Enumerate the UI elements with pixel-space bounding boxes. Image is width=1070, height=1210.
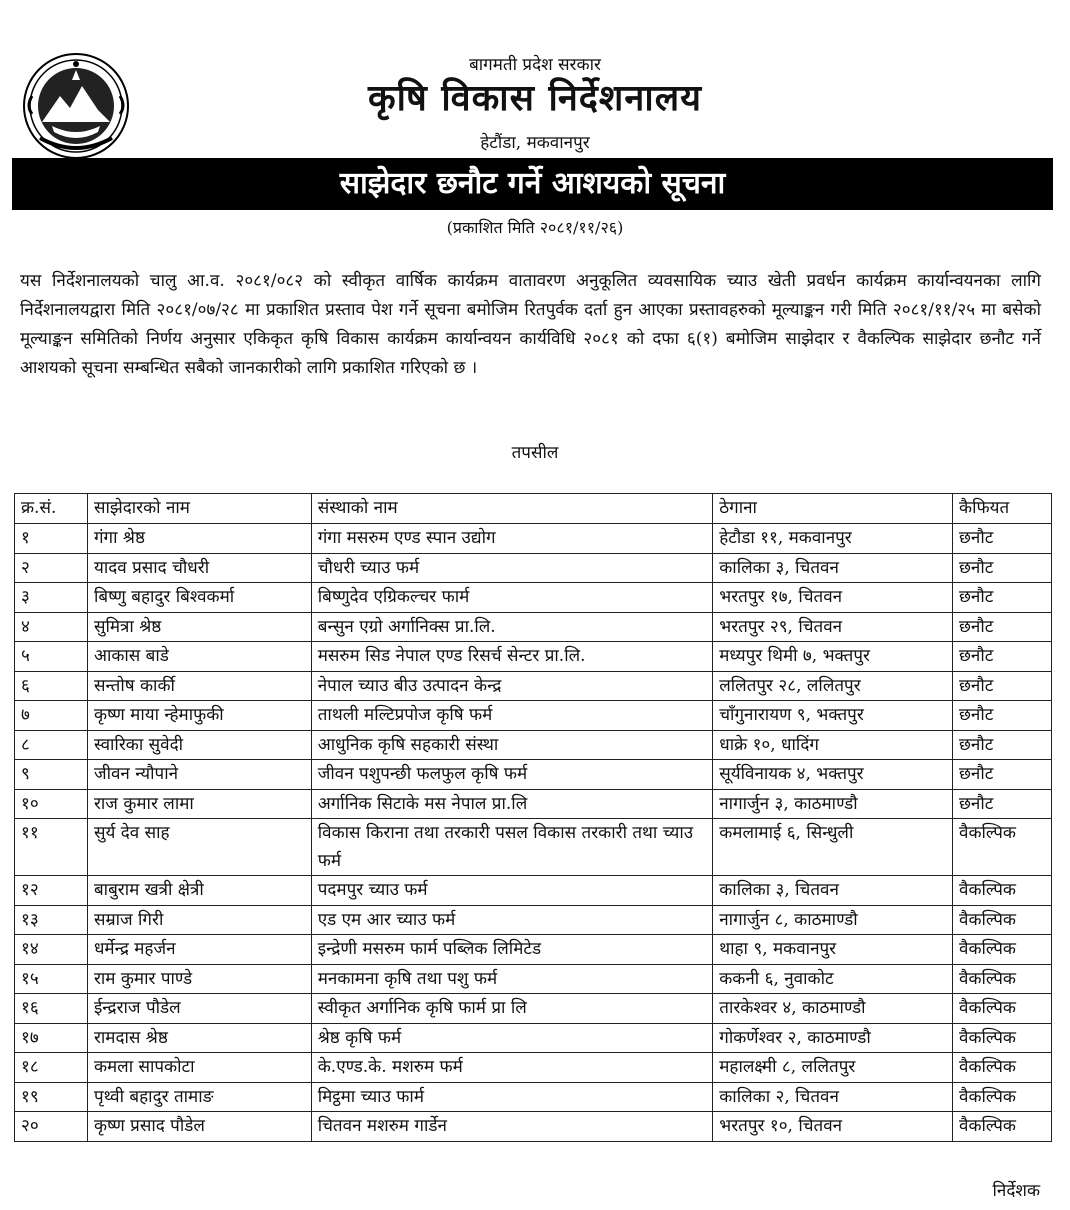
cell-remarks: वैकल्पिक (953, 1112, 1052, 1142)
cell-partner-name: यादव प्रसाद चौधरी (87, 553, 311, 583)
cell-organization: श्रेष्ठ कृषि फर्म (311, 1023, 713, 1053)
cell-remarks: छनौट (953, 612, 1052, 642)
partner-table (14, 493, 1052, 1142)
col-header-remarks: कैफियत (953, 494, 1052, 524)
government-name: बागमती प्रदेश सरकार (469, 55, 601, 75)
cell-organization: स्वीकृत अर्गानिक कृषि फार्म प्रा लि (311, 994, 713, 1024)
table-row (15, 553, 1052, 583)
cell-organization: बिष्णुदेव एग्रिकल्चर फार्म (311, 583, 713, 613)
col-header-organization: संस्थाको नाम (311, 494, 713, 524)
cell-organization: अर्गानिक सिटाके मस नेपाल प्रा.लि (311, 789, 713, 819)
notice-title-banner: साझेदार छनौट गर्ने आशयको सूचना (12, 158, 1053, 210)
cell-remarks: छनौट (953, 583, 1052, 613)
cell-remarks: छनौट (953, 730, 1052, 760)
cell-partner-name: रामदास श्रेष्ठ (87, 1023, 311, 1053)
cell-address: मध्यपुर थिमी ७, भक्तपुर (713, 642, 953, 672)
cell-remarks: वैकल्पिक (953, 1023, 1052, 1053)
cell-partner-name: सुर्य देव साह (87, 819, 311, 876)
office-location: हेटौंडा, मकवानपुर (480, 133, 590, 153)
cell-address: सूर्यविनायक ४, भक्तपुर (713, 760, 953, 790)
cell-partner-name: राम कुमार पाण्डे (87, 964, 311, 994)
cell-partner-name: बिष्णु बहादुर बिश्वकर्मा (87, 583, 311, 613)
cell-sn: १३ (15, 905, 88, 935)
table-row (15, 994, 1052, 1024)
cell-address: ललितपुर २८, ललितपुर (713, 671, 953, 701)
cell-address: कालिका ३, चितवन (713, 553, 953, 583)
cell-organization: विकास किराना तथा तरकारी पसल विकास तरकारी तथा च्याउ फर्म (311, 819, 713, 876)
table-row (15, 1053, 1052, 1083)
cell-partner-name: स्वारिका सुवेदी (87, 730, 311, 760)
cell-remarks: छनौट (953, 524, 1052, 554)
cell-sn: २० (15, 1112, 88, 1142)
cell-remarks: छनौट (953, 553, 1052, 583)
cell-sn: १८ (15, 1053, 88, 1083)
cell-sn: ८ (15, 730, 88, 760)
cell-partner-name: कमला सापकोटा (87, 1053, 311, 1083)
cell-address: थाहा ९, मकवानपुर (713, 935, 953, 965)
col-header-partner: साझेदारको नाम (87, 494, 311, 524)
cell-partner-name: कृष्ण माया न्हेमाफुकी (87, 701, 311, 731)
cell-remarks: वैकल्पिक (953, 994, 1052, 1024)
cell-partner-name: बाबुराम खत्री क्षेत्री (87, 876, 311, 906)
cell-remarks: छनौट (953, 642, 1052, 672)
cell-remarks: वैकल्पिक (953, 1053, 1052, 1083)
cell-address: भरतपुर १७, चितवन (713, 583, 953, 613)
table-row (15, 1112, 1052, 1142)
table-row (15, 642, 1052, 672)
cell-remarks: छनौट (953, 671, 1052, 701)
cell-sn: १९ (15, 1082, 88, 1112)
table-row (15, 1023, 1052, 1053)
notice-body: यस निर्देशनालयको चालु आ.व. २०८१/०८२ को स्वीकृत वार्षिक कार्यक्रम वातावरण अनुकूलित व्यवसायिक च्याउ खेती प्रवर्धन कार्यक्रम कार्यान्वयनका लागि निर्देशनालयद्वारा मिति २०८१/०७/२८ मा प्रकाशित प्रस्ताव पेश गर्ने सूचना बमोजिम रितपुर्वक दर्ता हुन आएका प्रस्तावहरुको मूल्याङ्कन गरी मिति २०८१/११/२५ मा बसेको मूल्याङ्कन समितिको निर्णय अनुसार एकिकृत कृषि विकास कार्यक्रम कार्यान्वयन कार्यविधि २०८१ को दफा ६(१) बमोजिम साझेदार र वैकल्पिक साझेदार छनौट गर्ने आशयको सूचना सम्बन्धित सबैको जानकारीको लागि प्रकाशित गरिएको छ । (20, 271, 1041, 378)
cell-sn: १० (15, 789, 88, 819)
cell-sn: ६ (15, 671, 88, 701)
cell-address: भरतपुर २९, चितवन (713, 612, 953, 642)
signature-title: निर्देशक (992, 1181, 1040, 1201)
cell-partner-name: धर्मेन्द्र महर्जन (87, 935, 311, 965)
table-row (15, 1082, 1052, 1112)
cell-remarks: छनौट (953, 701, 1052, 731)
cell-sn: ५ (15, 642, 88, 672)
cell-sn: ११ (15, 819, 88, 876)
cell-organization: चौधरी च्याउ फर्म (311, 553, 713, 583)
cell-organization: के.एण्ड.के. मशरुम फर्म (311, 1053, 713, 1083)
table-row (15, 760, 1052, 790)
cell-partner-name: पृथ्वी बहादुर तामाङ (87, 1082, 311, 1112)
cell-sn: ४ (15, 612, 88, 642)
table-row (15, 730, 1052, 760)
cell-organization: जीवन पशुपन्छी फलफुल कृषि फर्म (311, 760, 713, 790)
cell-address: हेटौडा ११, मकवानपुर (713, 524, 953, 554)
cell-partner-name: आकास बाडे (87, 642, 311, 672)
col-header-address: ठेगाना (713, 494, 953, 524)
cell-organization: गंगा मसरुम एण्ड स्पान उद्योग (311, 524, 713, 554)
cell-remarks: वैकल्पिक (953, 819, 1052, 876)
details-heading: तपसील (511, 443, 559, 463)
cell-partner-name: कृष्ण प्रसाद पौडेल (87, 1112, 311, 1142)
cell-address: कालिका ३, चितवन (713, 876, 953, 906)
cell-organization: मिट्ठमा च्याउ फार्म (311, 1082, 713, 1112)
table-row (15, 612, 1052, 642)
cell-sn: १६ (15, 994, 88, 1024)
table-row (15, 964, 1052, 994)
cell-partner-name: राज कुमार लामा (87, 789, 311, 819)
cell-address: गोकर्णेश्वर २, काठमाण्डौ (713, 1023, 953, 1053)
cell-remarks: वैकल्पिक (953, 876, 1052, 906)
table-row (15, 935, 1052, 965)
cell-partner-name: सन्तोष कार्की (87, 671, 311, 701)
cell-organization: मनकामना कृषि तथा पशु फर्म (311, 964, 713, 994)
cell-address: तारकेश्वर ४, काठमाण्डौ (713, 994, 953, 1024)
table-row (15, 701, 1052, 731)
table-row (15, 583, 1052, 613)
col-header-sn: क्र.सं. (15, 494, 88, 524)
cell-sn: २ (15, 553, 88, 583)
cell-address: महालक्ष्मी ८, ललितपुर (713, 1053, 953, 1083)
cell-sn: १ (15, 524, 88, 554)
cell-remarks: वैकल्पिक (953, 935, 1052, 965)
table-header-row (15, 494, 1052, 524)
cell-organization: बन्सुन एग्रो अर्गानिक्स प्रा.लि. (311, 612, 713, 642)
table-row (15, 876, 1052, 906)
office-name: कृषि विकास निर्देशनालय (368, 78, 702, 119)
cell-partner-name: सुमित्रा श्रेष्ठ (87, 612, 311, 642)
cell-address: कालिका २, चितवन (713, 1082, 953, 1112)
cell-partner-name: सम्राज गिरी (87, 905, 311, 935)
cell-address: नागार्जुन ३, काठमाण्डौ (713, 789, 953, 819)
cell-partner-name: गंगा श्रेष्ठ (87, 524, 311, 554)
cell-address: कमलामाई ६, सिन्धुली (713, 819, 953, 876)
publication-date: (प्रकाशित मिति २०८१/११/२६) (446, 218, 624, 237)
cell-sn: ३ (15, 583, 88, 613)
cell-remarks: वैकल्पिक (953, 964, 1052, 994)
cell-address: धाक्रे १०, धादिंग (713, 730, 953, 760)
cell-organization: ताथली मल्टिप्रपोज कृषि फर्म (311, 701, 713, 731)
cell-partner-name: जीवन न्यौपाने (87, 760, 311, 790)
cell-organization: एड एम आर च्याउ फर्म (311, 905, 713, 935)
cell-address: चाँगुनारायण ९, भक्तपुर (713, 701, 953, 731)
cell-remarks: छनौट (953, 760, 1052, 790)
table-row (15, 905, 1052, 935)
cell-organization: आधुनिक कृषि सहकारी संस्था (311, 730, 713, 760)
cell-sn: १२ (15, 876, 88, 906)
cell-organization: पदमपुर च्याउ फर्म (311, 876, 713, 906)
cell-organization: चितवन मशरुम गार्डेन (311, 1112, 713, 1142)
cell-remarks: वैकल्पिक (953, 1082, 1052, 1112)
cell-sn: १७ (15, 1023, 88, 1053)
table-row (15, 524, 1052, 554)
cell-organization: मसरुम सिड नेपाल एण्ड रिसर्च सेन्टर प्रा.लि. (311, 642, 713, 672)
table-row (15, 819, 1052, 876)
cell-address: भरतपुर १०, चितवन (713, 1112, 953, 1142)
cell-address: ककनी ६, नुवाकोट (713, 964, 953, 994)
cell-sn: ९ (15, 760, 88, 790)
cell-sn: १४ (15, 935, 88, 965)
cell-sn: १५ (15, 964, 88, 994)
cell-partner-name: ईन्द्रराज पौडेल (87, 994, 311, 1024)
cell-sn: ७ (15, 701, 88, 731)
cell-address: नागार्जुन ८, काठमाण्डौ (713, 905, 953, 935)
cell-organization: नेपाल च्याउ बीउ उत्पादन केन्द्र (311, 671, 713, 701)
table-row (15, 789, 1052, 819)
cell-remarks: छनौट (953, 789, 1052, 819)
cell-remarks: वैकल्पिक (953, 905, 1052, 935)
cell-organization: इन्द्रेणी मसरुम फार्म पब्लिक लिमिटेड (311, 935, 713, 965)
table-row (15, 671, 1052, 701)
